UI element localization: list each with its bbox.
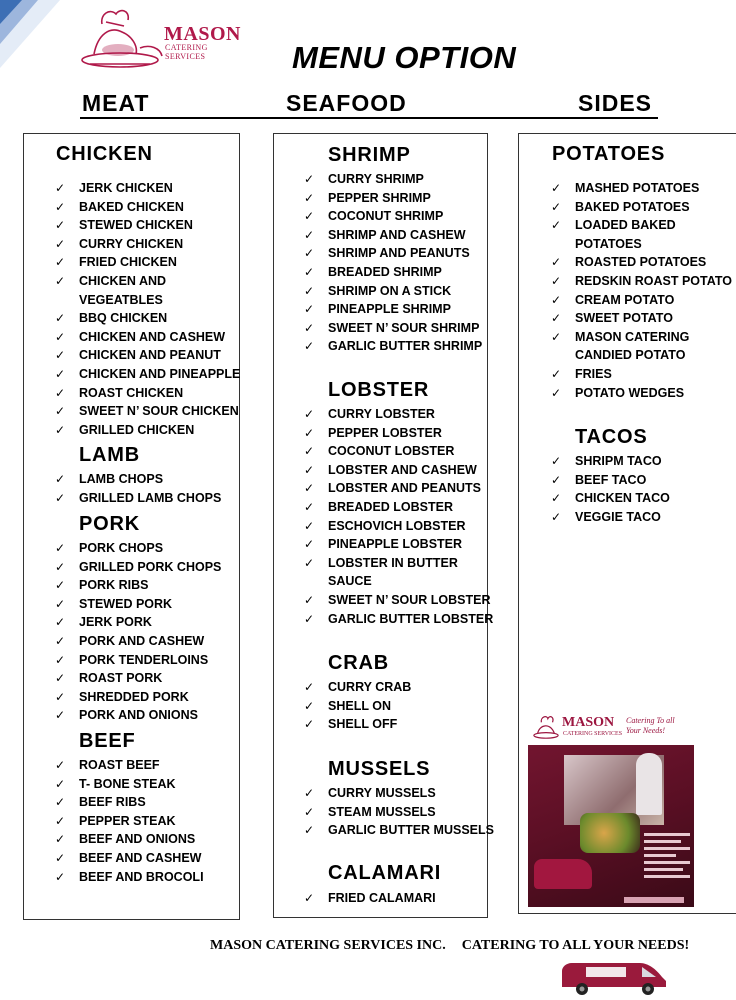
menu-item-chicken xyxy=(55,402,239,421)
check-icon: ✓ xyxy=(55,758,66,772)
check-icon: ✓ xyxy=(304,680,315,694)
check-icon: ✓ xyxy=(55,671,66,686)
check-icon: ✓ xyxy=(55,832,66,847)
menu-item-label: PEPPER SHRIMP xyxy=(328,190,431,205)
menu-item-shrimp xyxy=(304,337,483,356)
menu-item-label: STEAM MUSSELS xyxy=(328,804,436,819)
flyer-contact-block xyxy=(644,833,690,893)
menu-item-label: SHRIPM TACO xyxy=(575,454,662,468)
menu-item-label: BEEF AND BROCOLI xyxy=(79,869,204,884)
section-heading-lamb: LAMB xyxy=(79,444,140,466)
check-icon: ✓ xyxy=(304,227,315,242)
menu-item-potatoes xyxy=(551,253,707,272)
menu-item-chicken xyxy=(55,216,193,235)
menu-item-chicken xyxy=(55,328,226,347)
menu-item-lobster xyxy=(304,591,491,610)
check-icon: ✓ xyxy=(55,689,66,704)
menu-item-label: BEEF TACO xyxy=(575,472,647,487)
menu-item-lobster xyxy=(304,610,494,629)
menu-item-pork xyxy=(55,613,152,632)
menu-item-tacos xyxy=(551,471,647,490)
menu-item-label: POTATOES xyxy=(575,236,642,251)
menu-item-beef xyxy=(55,868,204,887)
check-icon: ✓ xyxy=(55,615,66,630)
menu-item-crab xyxy=(304,697,391,716)
flyer-van-photo xyxy=(534,859,592,889)
check-icon: ✓ xyxy=(55,634,66,648)
menu-item-beef xyxy=(55,775,176,794)
menu-item-chicken xyxy=(55,346,221,365)
check-icon: ✓ xyxy=(304,246,315,261)
check-icon: ✓ xyxy=(304,209,315,224)
check-icon: ✓ xyxy=(55,541,66,555)
menu-item-shrimp xyxy=(304,189,431,208)
footer-company: MASON CATERING SERVICES INC. xyxy=(210,938,446,953)
menu-item-label: SAUCE xyxy=(328,574,372,589)
menu-item-chicken xyxy=(55,365,241,384)
menu-item-potatoes xyxy=(551,272,732,291)
menu-item-potatoes xyxy=(551,179,700,198)
menu-item-label: SHRIMP AND PEANUTS xyxy=(328,246,470,261)
check-icon: ✓ xyxy=(304,593,315,607)
section-heading-crab: CRAB xyxy=(328,652,389,674)
check-icon: ✓ xyxy=(551,255,562,270)
menu-item-label: ROAST BEEF xyxy=(79,758,160,772)
check-icon: ✓ xyxy=(304,425,315,440)
menu-item-label: CHICKEN AND xyxy=(79,274,167,288)
check-icon: ✓ xyxy=(304,804,315,819)
section-heading-shrimp: SHRIMP xyxy=(328,144,411,166)
section-heading-tacos: TACOS xyxy=(575,426,648,448)
heading-underline xyxy=(80,117,658,119)
menu-item-potatoes xyxy=(551,309,673,328)
menu-item-label: CHICKEN AND CASHEW xyxy=(79,329,226,344)
check-icon: ✓ xyxy=(304,302,315,317)
check-icon: ✓ xyxy=(551,367,562,381)
check-icon: ✓ xyxy=(551,385,562,400)
menu-item-potatoes xyxy=(551,198,690,217)
menu-item-pork xyxy=(55,632,205,651)
menu-item-label: PORK AND ONIONS xyxy=(79,708,198,723)
menu-item-lobster xyxy=(304,405,435,424)
menu-item-label: BEEF AND CASHEW xyxy=(79,851,202,865)
check-icon: ✓ xyxy=(55,869,66,884)
menu-item-label: CANDIED POTATO xyxy=(575,348,686,363)
check-icon: ✓ xyxy=(551,199,562,214)
menu-item-chicken xyxy=(55,179,173,198)
menu-item-label: CHICKEN TACO xyxy=(575,491,670,506)
logo-name: MASON xyxy=(164,23,241,45)
menu-item-shrimp xyxy=(304,263,442,282)
menu-item-chicken xyxy=(55,198,184,217)
check-icon: ✓ xyxy=(304,786,315,800)
check-icon: ✓ xyxy=(55,181,66,195)
check-icon: ✓ xyxy=(55,329,66,344)
menu-item-label: PEPPER STEAK xyxy=(79,813,176,828)
menu-item-label: LOBSTER AND PEANUTS xyxy=(328,481,482,496)
menu-item-pork xyxy=(55,595,173,614)
check-icon: ✓ xyxy=(55,559,66,574)
flyer-chef-icon xyxy=(532,713,560,741)
menu-item-beef xyxy=(55,756,160,775)
menu-item-label: GARLIC BUTTER SHRIMP xyxy=(328,339,483,354)
menu-item-shrimp xyxy=(304,170,424,189)
menu-item-potatoes xyxy=(575,235,642,254)
menu-item-tacos xyxy=(551,452,662,471)
check-icon: ✓ xyxy=(304,172,315,186)
mason-logo xyxy=(80,4,250,74)
menu-item-label: VEGEATBLES xyxy=(79,292,163,307)
menu-item-label: GRILLED CHICKEN xyxy=(79,422,195,437)
check-icon: ✓ xyxy=(55,274,66,288)
check-icon: ✓ xyxy=(55,578,66,593)
menu-item-label: BAKED CHICKEN xyxy=(79,199,184,214)
menu-item-pork xyxy=(55,576,149,595)
menu-item-label: STEWED CHICKEN xyxy=(79,218,193,233)
menu-item-label: VEGGIE TACO xyxy=(575,509,661,524)
menu-item-chicken xyxy=(55,309,168,328)
menu-item-chicken xyxy=(79,291,163,310)
menu-item-label: BEEF AND ONIONS xyxy=(79,832,196,847)
menu-item-label: SHREDDED PORK xyxy=(79,689,189,704)
flyer-food-photo xyxy=(580,813,640,853)
check-icon: ✓ xyxy=(55,367,66,381)
menu-item-label: PEPPER LOBSTER xyxy=(328,425,442,440)
menu-item-label: PORK AND CASHEW xyxy=(79,634,205,648)
menu-item-label: FRIES xyxy=(575,367,612,381)
menu-item-label: GRILLED PORK CHOPS xyxy=(79,559,222,574)
check-icon: ✓ xyxy=(304,265,315,279)
menu-item-label: BEEF RIBS xyxy=(79,795,146,810)
menu-item-chicken xyxy=(55,235,184,254)
menu-item-label: ROASTED POTATOES xyxy=(575,255,707,270)
menu-item-label: SWEET N’ SOUR CHICKEN xyxy=(79,404,239,419)
menu-item-label: SHELL ON xyxy=(328,698,391,713)
check-icon: ✓ xyxy=(304,481,315,496)
menu-item-label: SWEET N’ SOUR SHRIMP xyxy=(328,320,480,335)
menu-item-label: BAKED POTATOES xyxy=(575,199,690,214)
check-icon: ✓ xyxy=(551,292,562,307)
menu-item-label: SHRIMP ON A STICK xyxy=(328,283,452,298)
menu-item-label: CHICKEN AND PEANUT xyxy=(79,348,221,363)
menu-item-label: PORK RIBS xyxy=(79,578,149,593)
menu-item-calamari xyxy=(304,889,436,908)
menu-item-label: COCONUT LOBSTER xyxy=(328,444,455,459)
check-icon: ✓ xyxy=(55,596,66,611)
menu-item-label: PORK CHOPS xyxy=(79,541,164,555)
menu-item-lobster xyxy=(304,424,442,443)
menu-item-label: CURRY LOBSTER xyxy=(328,407,435,421)
check-icon: ✓ xyxy=(551,181,562,195)
menu-item-pork xyxy=(55,558,222,577)
menu-item-tacos xyxy=(551,489,670,508)
check-icon: ✓ xyxy=(55,708,66,723)
check-icon: ✓ xyxy=(304,823,315,838)
menu-item-label: PINEAPPLE SHRIMP xyxy=(328,302,451,317)
check-icon: ✓ xyxy=(551,491,562,506)
menu-item-label: BREADED LOBSTER xyxy=(328,500,454,514)
check-icon: ✓ xyxy=(55,311,66,326)
check-icon: ✓ xyxy=(304,555,315,570)
menu-item-tacos xyxy=(551,508,661,527)
menu-item-shrimp xyxy=(304,300,451,319)
check-icon: ✓ xyxy=(551,509,562,524)
section-heading-chicken: CHICKEN xyxy=(56,143,153,165)
check-icon: ✓ xyxy=(55,776,66,791)
menu-item-label: CURRY SHRIMP xyxy=(328,172,424,186)
check-icon: ✓ xyxy=(551,454,562,468)
menu-item-label: SWEET POTATO xyxy=(575,311,673,326)
menu-item-label: MASHED POTATOES xyxy=(575,181,700,195)
check-icon: ✓ xyxy=(304,698,315,713)
promo-flyer xyxy=(528,709,694,907)
check-icon: ✓ xyxy=(55,851,66,865)
menu-item-lobster xyxy=(304,535,463,554)
menu-item-label: FRIED CALAMARI xyxy=(328,891,436,905)
check-icon: ✓ xyxy=(304,283,315,298)
menu-item-beef xyxy=(55,812,176,831)
page-title: MENU OPTION xyxy=(292,40,517,75)
menu-item-beef xyxy=(55,849,202,868)
menu-item-lobster xyxy=(304,442,455,461)
check-icon: ✓ xyxy=(551,472,562,487)
menu-item-label: GARLIC BUTTER LOBSTER xyxy=(328,611,494,626)
menu-item-lamb xyxy=(55,489,222,508)
menu-item-potatoes xyxy=(551,291,675,310)
menu-item-label: SHELL OFF xyxy=(328,717,398,732)
menu-item-pork xyxy=(55,539,164,558)
section-heading-beef: BEEF xyxy=(79,730,136,752)
menu-item-potatoes xyxy=(575,346,685,365)
check-icon: ✓ xyxy=(55,255,66,270)
check-icon: ✓ xyxy=(55,236,66,251)
check-icon: ✓ xyxy=(55,385,66,400)
menu-item-potatoes xyxy=(551,328,690,347)
check-icon: ✓ xyxy=(55,422,66,437)
menu-item-label: GARLIC BUTTER MUSSELS xyxy=(328,823,494,838)
menu-item-label: BBQ CHICKEN xyxy=(79,311,168,326)
menu-item-label: LOBSTER AND CASHEW xyxy=(328,462,477,477)
check-icon: ✓ xyxy=(55,652,66,667)
check-icon: ✓ xyxy=(304,891,315,905)
menu-item-pork xyxy=(55,706,198,725)
menu-item-label: JERK CHICKEN xyxy=(79,181,173,195)
menu-item-lobster xyxy=(304,554,458,573)
check-icon: ✓ xyxy=(551,329,562,344)
menu-item-label: ROAST PORK xyxy=(79,671,163,686)
column-heading-meat: MEAT xyxy=(82,90,150,116)
menu-item-label: CHICKEN AND PINEAPPLE xyxy=(79,367,241,381)
menu-item-potatoes xyxy=(551,384,685,403)
menu-item-label: JERK PORK xyxy=(79,615,152,630)
check-icon: ✓ xyxy=(304,500,315,514)
menu-item-beef xyxy=(55,830,196,849)
check-icon: ✓ xyxy=(55,199,66,214)
menu-item-shrimp xyxy=(304,226,466,245)
menu-item-label: BREADED SHRIMP xyxy=(328,265,442,279)
menu-item-lobster xyxy=(304,461,477,480)
check-icon: ✓ xyxy=(55,490,66,505)
menu-item-label: SWEET N’ SOUR LOBSTER xyxy=(328,593,491,607)
check-icon: ✓ xyxy=(55,218,66,233)
menu-item-shrimp xyxy=(304,282,452,301)
catering-van-icon xyxy=(556,957,672,997)
menu-item-label: LAMB CHOPS xyxy=(79,472,164,486)
menu-item-label: LOADED BAKED xyxy=(575,218,676,233)
section-heading-pork: PORK xyxy=(79,513,140,535)
menu-item-chicken xyxy=(55,253,177,272)
section-heading-potatoes: POTATOES xyxy=(552,143,666,165)
menu-item-label: ROAST CHICKEN xyxy=(79,385,184,400)
menu-item-label: PINEAPPLE LOBSTER xyxy=(328,537,463,552)
menu-item-pork xyxy=(55,669,163,688)
menu-item-label: PORK TENDERLOINS xyxy=(79,652,209,667)
menu-item-label: COCONUT SHRIMP xyxy=(328,209,444,224)
menu-item-mussels xyxy=(304,784,436,803)
menu-item-shrimp xyxy=(304,244,470,263)
menu-item-chicken xyxy=(55,384,184,403)
footer-slogan: CATERING TO ALL YOUR NEEDS! xyxy=(461,938,690,953)
menu-item-label: MASON CATERING xyxy=(575,329,690,344)
menu-item-label: CURRY CHICKEN xyxy=(79,236,184,251)
check-icon: ✓ xyxy=(304,518,315,533)
menu-item-label: CREAM POTATO xyxy=(575,292,675,307)
column-heading-sides: SIDES xyxy=(578,90,653,116)
flyer-tagline: Catering To all Your Needs! xyxy=(626,716,675,735)
section-heading-mussels: MUSSELS xyxy=(328,758,431,780)
menu-item-lobster xyxy=(304,479,482,498)
logo-tagline: CATERING SERVICES xyxy=(165,43,208,61)
flyer-sub: CATERING SERVICES xyxy=(563,731,623,737)
menu-item-chicken xyxy=(55,272,167,291)
menu-item-chicken xyxy=(55,421,195,440)
menu-item-crab xyxy=(304,715,398,734)
flyer-chair-photo xyxy=(636,753,662,815)
check-icon: ✓ xyxy=(551,274,562,288)
menu-item-potatoes xyxy=(551,365,612,384)
flyer-brand: MASON xyxy=(562,715,615,730)
corner-decoration xyxy=(0,0,70,70)
footer xyxy=(210,938,689,954)
check-icon: ✓ xyxy=(304,717,315,732)
menu-item-lamb xyxy=(55,470,164,489)
check-icon: ✓ xyxy=(55,813,66,828)
check-icon: ✓ xyxy=(551,311,562,326)
column-heading-seafood: SEAFOOD xyxy=(286,90,407,116)
menu-item-lobster xyxy=(304,498,454,517)
menu-item-label: ESCHOVICH LOBSTER xyxy=(328,518,466,533)
section-heading-lobster: LOBSTER xyxy=(328,379,430,401)
menu-item-crab xyxy=(304,678,412,697)
menu-item-label: STEWED PORK xyxy=(79,596,173,611)
check-icon: ✓ xyxy=(55,472,66,486)
check-icon: ✓ xyxy=(304,444,315,459)
check-icon: ✓ xyxy=(55,795,66,810)
check-icon: ✓ xyxy=(304,339,315,354)
menu-item-label: GRILLED LAMB CHOPS xyxy=(79,490,222,505)
check-icon: ✓ xyxy=(55,348,66,363)
check-icon: ✓ xyxy=(304,407,315,421)
check-icon: ✓ xyxy=(304,611,315,626)
flyer-social-icons xyxy=(624,897,684,903)
menu-item-pork xyxy=(55,651,209,670)
menu-item-label: CURRY MUSSELS xyxy=(328,786,436,800)
check-icon: ✓ xyxy=(55,404,66,419)
menu-item-label: LOBSTER IN BUTTER xyxy=(328,555,458,570)
check-icon: ✓ xyxy=(304,462,315,477)
check-icon: ✓ xyxy=(304,320,315,335)
menu-item-lobster xyxy=(304,517,466,536)
menu-item-label: REDSKIN ROAST POTATO xyxy=(575,274,732,288)
menu-item-potatoes xyxy=(551,216,676,235)
menu-item-shrimp xyxy=(304,207,444,226)
check-icon: ✓ xyxy=(304,190,315,205)
menu-item-beef xyxy=(55,793,146,812)
check-icon: ✓ xyxy=(551,218,562,233)
check-icon: ✓ xyxy=(304,537,315,552)
menu-item-lobster xyxy=(328,572,372,591)
section-heading-calamari: CALAMARI xyxy=(328,862,442,884)
menu-item-label: SHRIMP AND CASHEW xyxy=(328,227,466,242)
menu-item-mussels xyxy=(304,821,494,840)
menu-item-mussels xyxy=(304,803,436,822)
menu-item-label: POTATO WEDGES xyxy=(575,385,685,400)
menu-item-shrimp xyxy=(304,319,480,338)
menu-item-label: CURRY CRAB xyxy=(328,680,412,694)
menu-item-pork xyxy=(55,688,189,707)
menu-item-label: FRIED CHICKEN xyxy=(79,255,177,270)
menu-item-label: T- BONE STEAK xyxy=(79,776,176,791)
